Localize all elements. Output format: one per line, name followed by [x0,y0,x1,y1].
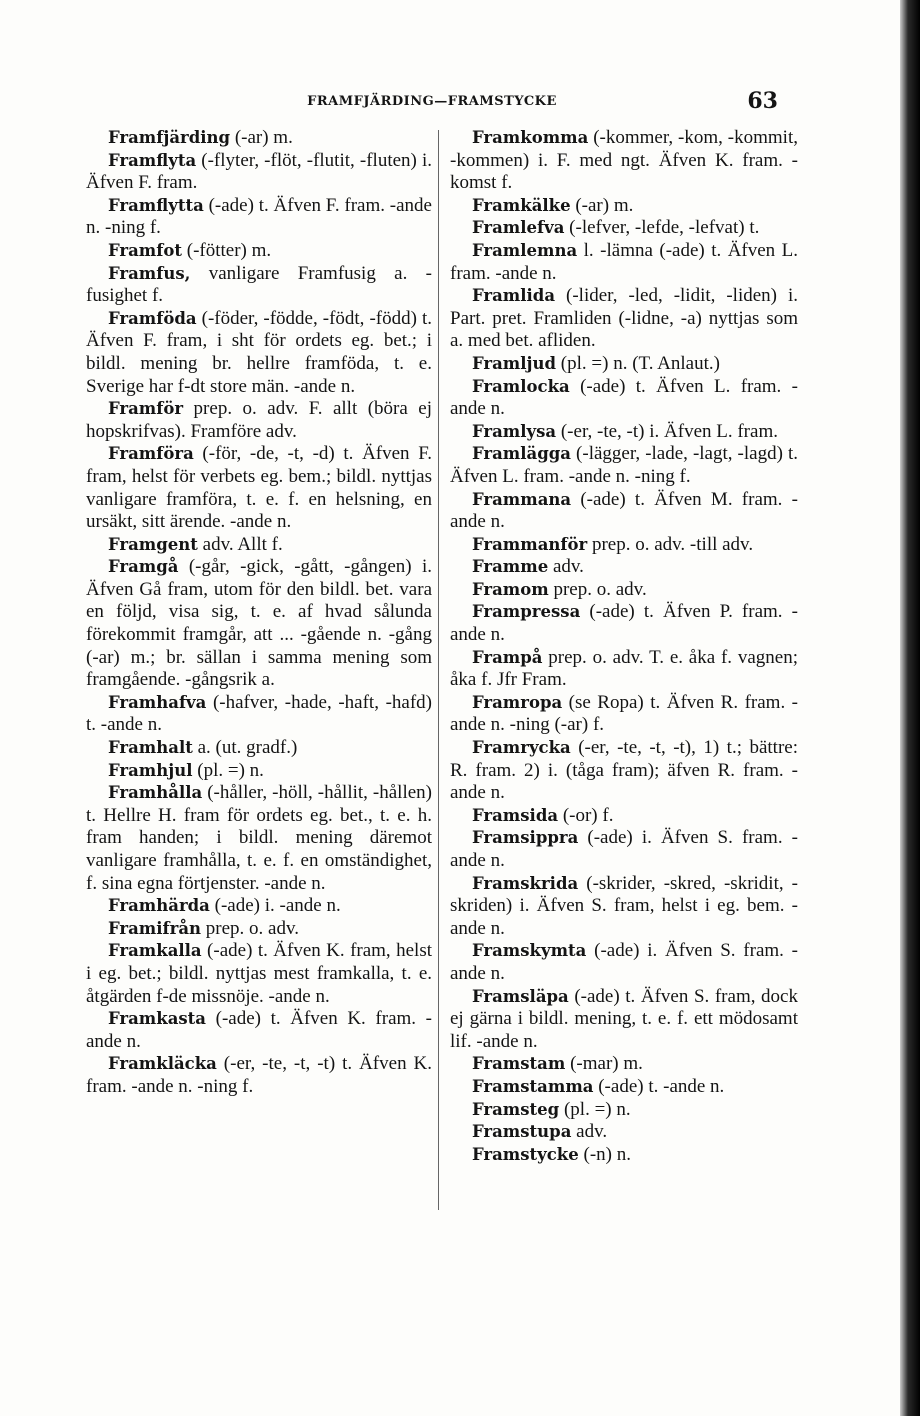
dictionary-entry [86,1008,432,1053]
dictionary-entry [450,285,798,353]
dictionary-entry [86,692,432,737]
entry-definition: (-fötter) m. [182,239,272,261]
entry-definition: (-hafver, -hade, -haft, -hafd) t. -ande n. [86,691,432,736]
dictionary-entry [450,1076,798,1099]
dictionary-entry [86,1053,432,1098]
entry-headword: Framlefva [472,218,565,238]
dictionary-entry [450,1053,798,1076]
dictionary-entry [86,308,432,398]
entry-definition: (-lägger, -lade, -lagt, -lagd) t. Äfven L. fram. -ande n. -ning f. [450,443,798,487]
entry-headword: Frammanför [472,534,588,554]
entry-headword: Framfjärding [108,128,231,147]
entry-headword: Framkläcka [108,1054,217,1074]
left-column [86,127,432,1099]
dictionary-entry [450,127,798,195]
entry-headword: Framföda [108,308,197,328]
entry-headword: Framsläpa [472,986,569,1006]
dictionary-entry [450,579,798,602]
entry-headword: Framkalla [108,941,202,961]
dictionary-entry [450,647,798,692]
dictionary-entry [450,737,798,805]
dictionary-entry [450,217,798,240]
entry-headword: Framljud [472,353,557,373]
entry-definition: (-ade) i. Äfven S. fram. -ande n. [450,827,798,871]
dictionary-entry [86,263,432,308]
entry-headword: Frampressa [472,602,581,622]
entry-definition: (-ade) t. -ande n. [593,1075,725,1097]
entry-headword: Framropa [472,692,563,712]
entry-headword: Framhjul [108,760,193,780]
entry-definition: (-n) n. [578,1143,631,1165]
entry-definition: l. -lämna (-ade) t. Äfven L. fram. -ande n. [450,239,798,284]
dictionary-entry [86,782,432,895]
dictionary-entry [86,918,432,941]
entry-headword: Framföra [108,444,194,464]
entry-definition: (-ade) t. Äfven K. fram. -ande n. [86,1008,432,1052]
dictionary-entry [450,489,798,534]
entry-headword: Framflytta [108,195,204,215]
entry-headword: Frampå [472,647,543,667]
entry-headword: Framme [472,557,549,577]
dictionary-entry [86,195,432,240]
entry-headword: Framhafva [108,692,207,712]
dictionary-entry [86,940,432,1008]
entry-headword: Framkälke [472,195,571,215]
entry-definition: (-kommer, -kom, -kommit, -kommen) i. F. med ngt. Äfven K. fram. -komst f. [450,127,798,194]
dictionary-entry [450,534,798,557]
dictionary-entry [450,443,798,488]
entry-headword: Framifrån [108,918,202,938]
page-header [86,88,778,118]
entry-definition: a. (ut. gradf.) [192,737,298,759]
entry-headword: Framskrida [472,873,579,893]
dictionary-entry [86,398,432,443]
entry-definition: (-går, -gick, -gått, -gången) i. Äfven Gå fram, utom för den bildl. bet. vara en följd, visa sig, t. e. af hvad sålunda förekommit framgår, att ... -gående n. -gång (-ar) m.; br. sällan i samma mening som framgående. -gångsrik a. [86,556,432,691]
entry-headword: Framsida [472,805,559,825]
entry-definition: (-er, -te, -t, -t), 1) t.; bättre: R. fram. 2) i. (tåga fram); äfven R. fram. -ande n. [450,737,798,804]
dictionary-entry [450,940,798,985]
entry-definition: prep. o. adv. F. allt (böra ej hopskrifvas). Framföre adv. [86,398,432,442]
entry-definition: (se Ropa) t. Äfven R. fram. -ande n. -ning (-ar) f. [450,691,798,736]
dictionary-entry [450,421,798,444]
dictionary-entry [450,556,798,579]
dictionary-entry [86,760,432,783]
entry-definition: (pl. =) n. [559,1098,631,1120]
entry-definition: (-ade) t. Äfven K. fram, helst i eg. bet.; bildl. nyttjas mest framkalla, t. e. åtgärden f-de missnöje. -ande n. [86,940,432,1007]
entry-definition: (-för, -de, -t, -d) t. Äfven F. fram, helst för verbets eg. bem.; bildl. nyttjas vanligare framföra, t. e. f. en helsning, en ursäkt, sitt ärende. -ande n. [86,443,432,533]
dictionary-entry [86,127,432,150]
right-column [450,127,798,1166]
scan-edge-shadow [900,0,920,1416]
entry-definition: adv. [548,556,584,578]
entry-headword: Framflyta [108,150,197,170]
entry-definition: (-mar) m. [565,1053,643,1075]
entry-headword: Framsteg [472,1099,560,1119]
entry-headword: Framstupa [472,1122,572,1142]
entry-definition: (-föder, -födde, -födt, -född) t. Äfven F. fram, i sht för ordets eg. bet.; i bildl. mening br. hellre framföda, t. e. Sverige har f-dt store män. -ande n. [86,307,432,397]
entry-definition: (-ade) t. Äfven L. fram. -ande n. [450,375,798,420]
dictionary-entry [450,195,798,218]
entry-headword: Framhalt [108,738,193,758]
dictionary-entry [450,1144,798,1167]
dictionary-entry [86,737,432,760]
entry-definition: (-er, -te, -t) i. Äfven L. fram. [556,420,778,442]
dictionary-entry [450,986,798,1054]
entry-definition: (pl. =) n. (T. Anlaut.) [556,352,720,374]
entry-headword: Framstamma [472,1076,594,1096]
dictionary-entry [450,873,798,941]
entry-definition: (-ade) t. Äfven F. fram. -ande n. -ning f. [86,194,432,239]
entry-definition: (-er, -te, -t, -t) t. Äfven K. fram. -ande n. -ning f. [86,1053,432,1097]
entry-headword: Framstycke [472,1144,579,1164]
entry-headword: Framrycka [472,738,571,758]
dictionary-entry [450,1121,798,1144]
entry-headword: Framskymta [472,941,587,961]
column-divider [438,130,439,1210]
running-title: FRAMFJÄRDING—FRAMSTYCKE [307,94,557,109]
dictionary-entry [450,353,798,376]
dictionary-entry [450,692,798,737]
dictionary-entry [450,240,798,285]
dictionary-entry [450,827,798,872]
page-number: 63 [747,88,778,114]
entry-definition: vanligare Framfusig a. -fusighet f. [86,262,432,307]
entry-headword: Framstam [472,1054,566,1074]
entry-headword: Framhålla [108,783,203,803]
entry-headword: Framfot [108,240,182,260]
entry-headword: Framför [108,399,184,419]
entry-definition: (pl. =) n. [192,759,264,781]
entry-definition: adv. [571,1121,608,1143]
entry-headword: Framom [472,579,549,599]
entry-definition: (-ade) i. -ande n. [209,895,341,917]
entry-definition: (-ar) m. [230,127,293,148]
dictionary-entry [450,601,798,646]
entry-definition: (-skrider, -skred, -skridit, -skriden) i. Äfven S. fram, helst i eg. bem. -ande n. [450,872,798,939]
entry-definition: (-flyter, -flöt, -flutit, -fluten) i. Äfven F. fram. [86,149,432,194]
dictionary-entry [86,556,432,692]
entry-headword: Framlemna [472,240,578,260]
entry-definition: (-ade) t. Äfven M. fram. -ande n. [450,488,798,533]
entry-definition: (-ade) t. Äfven P. fram. -ande n. [450,601,798,646]
dictionary-entry [450,805,798,828]
entry-headword: Framgå [108,557,179,577]
dictionary-entry [86,895,432,918]
entry-definition: (-lider, -led, -lidit, -liden) i. Part. pret. Framliden (-lidne, -a) nyttjas som a. med bet. afliden. [450,285,798,352]
dictionary-entry [450,1099,798,1122]
entry-definition: prep. o. adv. T. e. åka f. vagnen; åka f. Jfr Fram. [450,646,798,691]
entry-headword: Framkomma [472,128,589,147]
entry-headword: Framsippra [472,828,579,848]
entry-definition: (-håller, -höll, -hållit, -hållen) t. Hellre H. fram för ordets eg. bet., t. e. h. fram handen; i bildl. mening däremot vanligare framhålla, t. e. f. en omständighet, f. sina egna förtjenster. -ande n. [86,782,432,894]
entry-definition: prep. o. adv. [548,578,647,600]
entry-definition: prep. o. adv. -till adv. [587,533,754,555]
entry-headword: Framfus, [108,263,191,283]
dictionary-entry [86,150,432,195]
dictionary-entry [86,240,432,263]
entry-definition: (-ade) t. Äfven S. fram, dock ej gärna i bildl. mening, t. e. f. ett mödosamt lif. -ande n. [450,985,798,1052]
entry-definition: (-lefver, -lefde, -lefvat) t. [564,217,760,239]
entry-headword: Framkasta [108,1009,206,1029]
entry-definition: (-ade) i. Äfven S. fram. -ande n. [450,940,798,984]
entry-definition: adv. Allt f. [197,533,283,555]
entry-headword: Framlocka [472,376,570,396]
entry-headword: Framhärda [108,896,210,916]
entry-headword: Framlägga [472,444,571,464]
entry-headword: Framgent [108,534,198,554]
dictionary-entry [86,534,432,557]
entry-definition: (-ar) m. [570,194,634,216]
entry-headword: Frammana [472,489,572,509]
entry-definition: (-or) f. [558,804,614,826]
dictionary-entry [86,443,432,533]
dictionary-entry [450,376,798,421]
entry-headword: Framlysa [472,421,557,441]
entry-definition: prep. o. adv. [201,917,299,939]
entry-headword: Framlida [472,286,556,306]
